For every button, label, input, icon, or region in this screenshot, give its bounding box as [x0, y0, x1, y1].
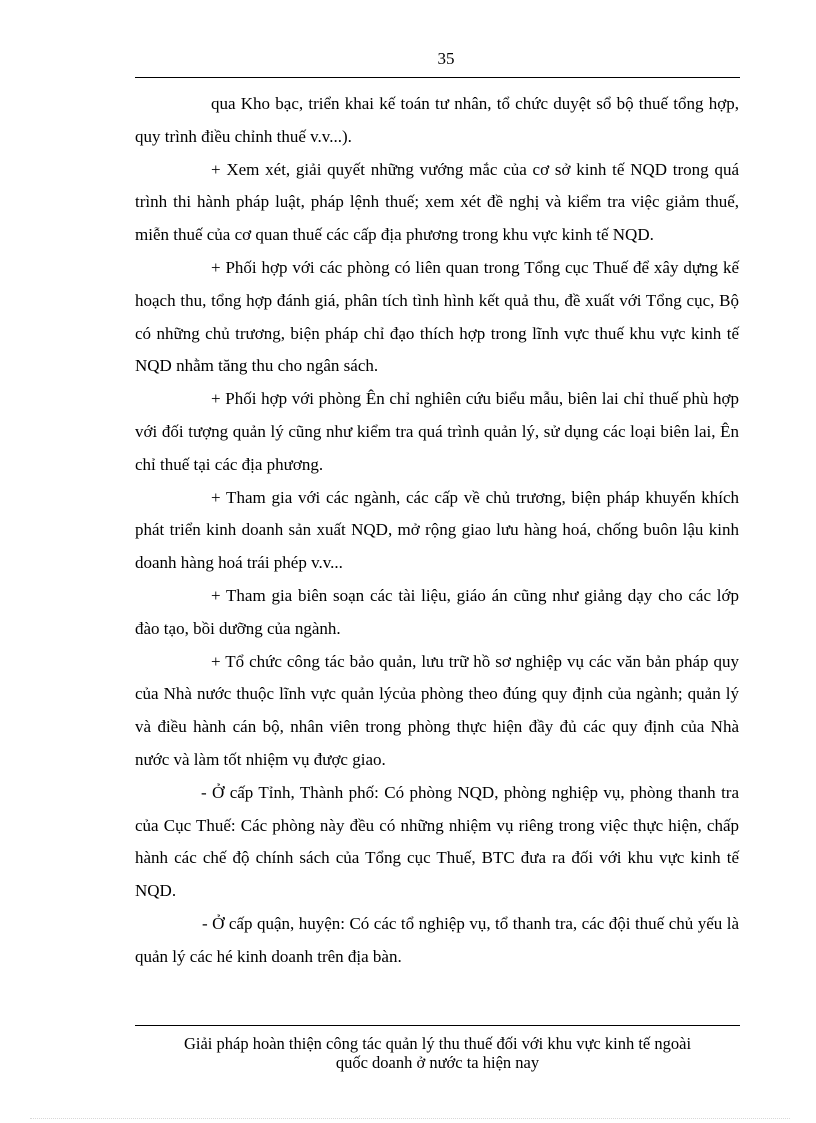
footer-title [135, 1034, 740, 1072]
paragraph-review-issues: + Xem xét, giải quyết những vướng mắc của cơ sở kinh tế NQD trong quá trình thi hành pháp luật, pháp lệnh thuế; xem xét đề nghị và kiểm tra việc giảm thuế, miễn thuế của cơ quan thuế các cấp địa phương trong khu vực kinh tế NQD. [135, 159, 739, 245]
paragraph-participate-policies: + Tham gia với các ngành, các cấp về chủ trương, biện pháp khuyến khích phát triển kinh doanh sản xuất NQD, mở rộng giao lưu hàng hoá, chống buôn lậu kinh doanh hàng hoá trái phép v.v... [135, 487, 739, 573]
footer-title-line-2: quốc doanh ở nước ta hiện nay [335, 1053, 540, 1072]
paragraph-district-level: - Ở cấp quận, huyện: Có các tổ nghiệp vụ, tổ thanh tra, các đội thuế chủ yếu là quản lý các hé kinh doanh trên địa bàn. [135, 913, 739, 966]
footer-title-line-1: Giải pháp hoàn thiện công tác quản lý thu thuế đối với khu vực kinh tế ngoài [183, 1034, 692, 1053]
footer-rule [135, 1025, 740, 1026]
paragraph-provincial-level: - Ở cấp Tỉnh, Thành phố: Có phòng NQD, phòng nghiệp vụ, phòng thanh tra của Cục Thuế: Các phòng này đều có những nhiệm vụ riêng trong việc thực hiện, chấp hành các chế độ chính sách của Tổng cục Thuế, BTC đưa ra đối với khu vực kinh tế NQD. [135, 782, 739, 901]
paragraph-participate-training: + Tham gia biên soạn các tài liệu, giáo án cũng như giảng dạy cho các lớp đào tạo, bồi dưỡng của ngành. [135, 585, 739, 638]
header-rule [135, 77, 740, 78]
body-text [135, 88, 739, 974]
paragraph-continuation: qua Kho bạc, triển khai kế toán tư nhân, tổ chức duyệt sổ bộ thuế tổng hợp, quy trình điều chỉnh thuế v.v...). [135, 94, 739, 146]
paragraph-coordinate-forms: + Phối hợp với phòng Ên chỉ nghiên cứu biểu mẫu, biên lai chỉ thuế phù hợp với đối tượng quản lý cũng như kiểm tra quá trình quản lý, sử dụng các loại biên lai, Ên chỉ thuế tại các địa phương. [135, 389, 739, 474]
page-number: 35 [437, 49, 455, 68]
paragraph-coordinate-planning: + Phối hợp với các phòng có liên quan trong Tổng cục Thuế để xây dựng kế hoạch thu, tổng hợp đánh giá, phân tích tình hình kết quả thu, đề xuất với Tổng cục, Bộ có những chủ trương, biện pháp chỉ đạo thích hợp trong lĩnh vực thuế khu vực kinh tế NQD nhằm tăng thu cho ngân sách. [135, 257, 739, 376]
paragraph-archive-records: + Tổ chức công tác bảo quản, lưu trữ hồ sơ nghiệp vụ các văn bản pháp quy của Nhà nước thuộc lĩnh vực quản lýcủa phòng theo đúng quy định của ngành; quản lý và điều hành cán bộ, nhân viên trong phòng thực hiện đầy đủ các quy định của Nhà nước và làm tốt nhiệm vụ được giao. [135, 651, 739, 769]
page-edge-divider [30, 1118, 790, 1119]
